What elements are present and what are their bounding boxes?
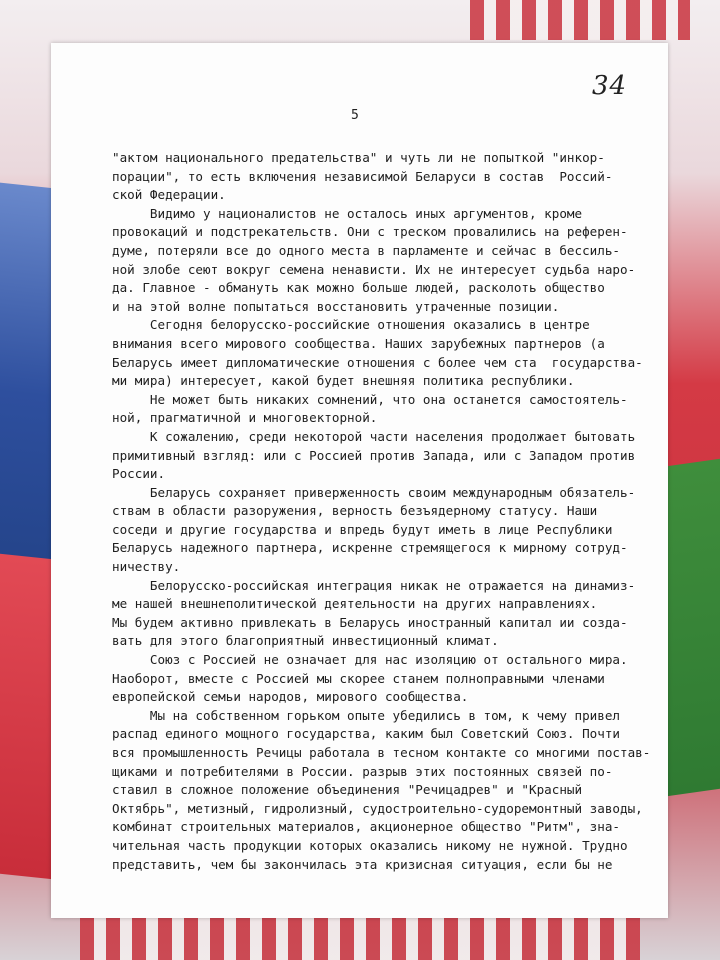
text-line: России. — [112, 466, 166, 482]
text-line: Беларусь надежного партнера, искренне стремящегося к мирному сотруд- — [112, 540, 628, 556]
text-line: вся промышленность Речицы работала в тесном контакте со многими постав- — [112, 745, 651, 760]
text-line: ставил в сложное положение объединения "Речицадрев" и "Красный — [112, 782, 583, 798]
text-line: соседи и другие государства и впредь будут иметь в лице Республики — [112, 521, 613, 537]
text-line: Белорусско-российская интеграция никак не отражается на динамиз- — [112, 577, 636, 593]
typed-page-number: 5 — [351, 108, 359, 123]
text-line: да. Главное - обмануть как можно больше людей, расколоть общество — [112, 280, 605, 296]
text-line: ской Федерации. — [112, 187, 226, 203]
text-line: Октябрь", метизный, гидролизный, судостроительно-судоремонтный заводы, — [112, 800, 643, 816]
text-line: вать для этого благоприятный инвестиционный климат. — [112, 633, 499, 649]
text-line: ми мира) интересует, какой будет внешняя политика республики. — [112, 373, 575, 389]
text-line: Союз с Россией не означает для нас изоляцию от остального мира. — [112, 652, 628, 668]
text-line: Беларусь имеет дипломатические отношения с более чем ста государства- — [112, 354, 643, 370]
text-line: ствам в области разоружения, верность безъядерному статусу. Наши — [112, 503, 598, 519]
text-line: Видимо у националистов не осталось иных аргументов, кроме — [112, 205, 583, 221]
document-body — [112, 149, 652, 874]
text-line: Не может быть никаких сомнений, что она останется самостоятель- — [112, 391, 628, 407]
text-line: думе, потеряли все до одного места в парламенте и сейчас в бессиль- — [112, 242, 620, 258]
text-line: и на этой волне попытаться восстановить утраченные позиции. — [112, 298, 560, 314]
text-line: Сегодня белорусско-российские отношения оказались в центре — [112, 317, 590, 333]
text-line: Беларусь сохраняет приверженность своим международным обязатель- — [112, 484, 636, 500]
text-line: провокаций и подстрекательств. Они с треском провалились на референ- — [112, 224, 628, 240]
text-line: европейской семьи народов, мирового сообщества. — [112, 689, 469, 705]
document-page — [51, 43, 668, 918]
handwritten-page-number: 34 — [592, 71, 628, 101]
text-line: комбинат строительных материалов, акционерное общество "Ритм", зна- — [112, 819, 620, 835]
text-line: распад единого мощного государства, каким был Советский Союз. Почти — [112, 726, 620, 742]
text-line: ной злобе сеют вокруг семена ненависти. Их не интересует судьба наро- — [112, 261, 636, 277]
text-line: ничеству. — [112, 559, 181, 575]
text-line: порации", то есть включения независимой Беларуси в состав Россий- — [112, 168, 613, 184]
text-line: Мы на собственном горьком опыте убедились в том, к чему привел — [112, 707, 620, 723]
text-line: щиками и потребителями в России. разрыв этих постоянных связей по- — [112, 763, 613, 779]
text-line: примитивный взгляд: или с Россией против Запада, или с Западом против — [112, 447, 636, 463]
ornament-bottom — [80, 918, 640, 960]
text-line: Мы будем активно привлекать в Беларусь иностранный капитал ии созда- — [112, 614, 628, 630]
text-line: "актом национального предательства" и чуть ли не попыткой "инкор- — [112, 150, 605, 165]
text-line: чительная часть продукции которых оказались никому не нужной. Трудно — [112, 837, 628, 853]
text-line: представить, чем бы закончилась эта кризисная ситуация, если бы не — [112, 856, 613, 872]
text-line: ной, прагматичной и многовекторной. — [112, 410, 378, 426]
text-line: К сожалению, среди некоторой части населения продолжает бытовать — [112, 428, 636, 444]
text-line: ме нашей внешнеполитической деятельности на других направлениях. — [112, 596, 598, 612]
text-line: Наоборот, вместе с Россией мы скорее станем полноправными членами — [112, 670, 605, 686]
text-line: внимания всего мирового сообщества. Наших зарубежных партнеров (а — [112, 335, 605, 351]
ornament-top — [470, 0, 690, 40]
